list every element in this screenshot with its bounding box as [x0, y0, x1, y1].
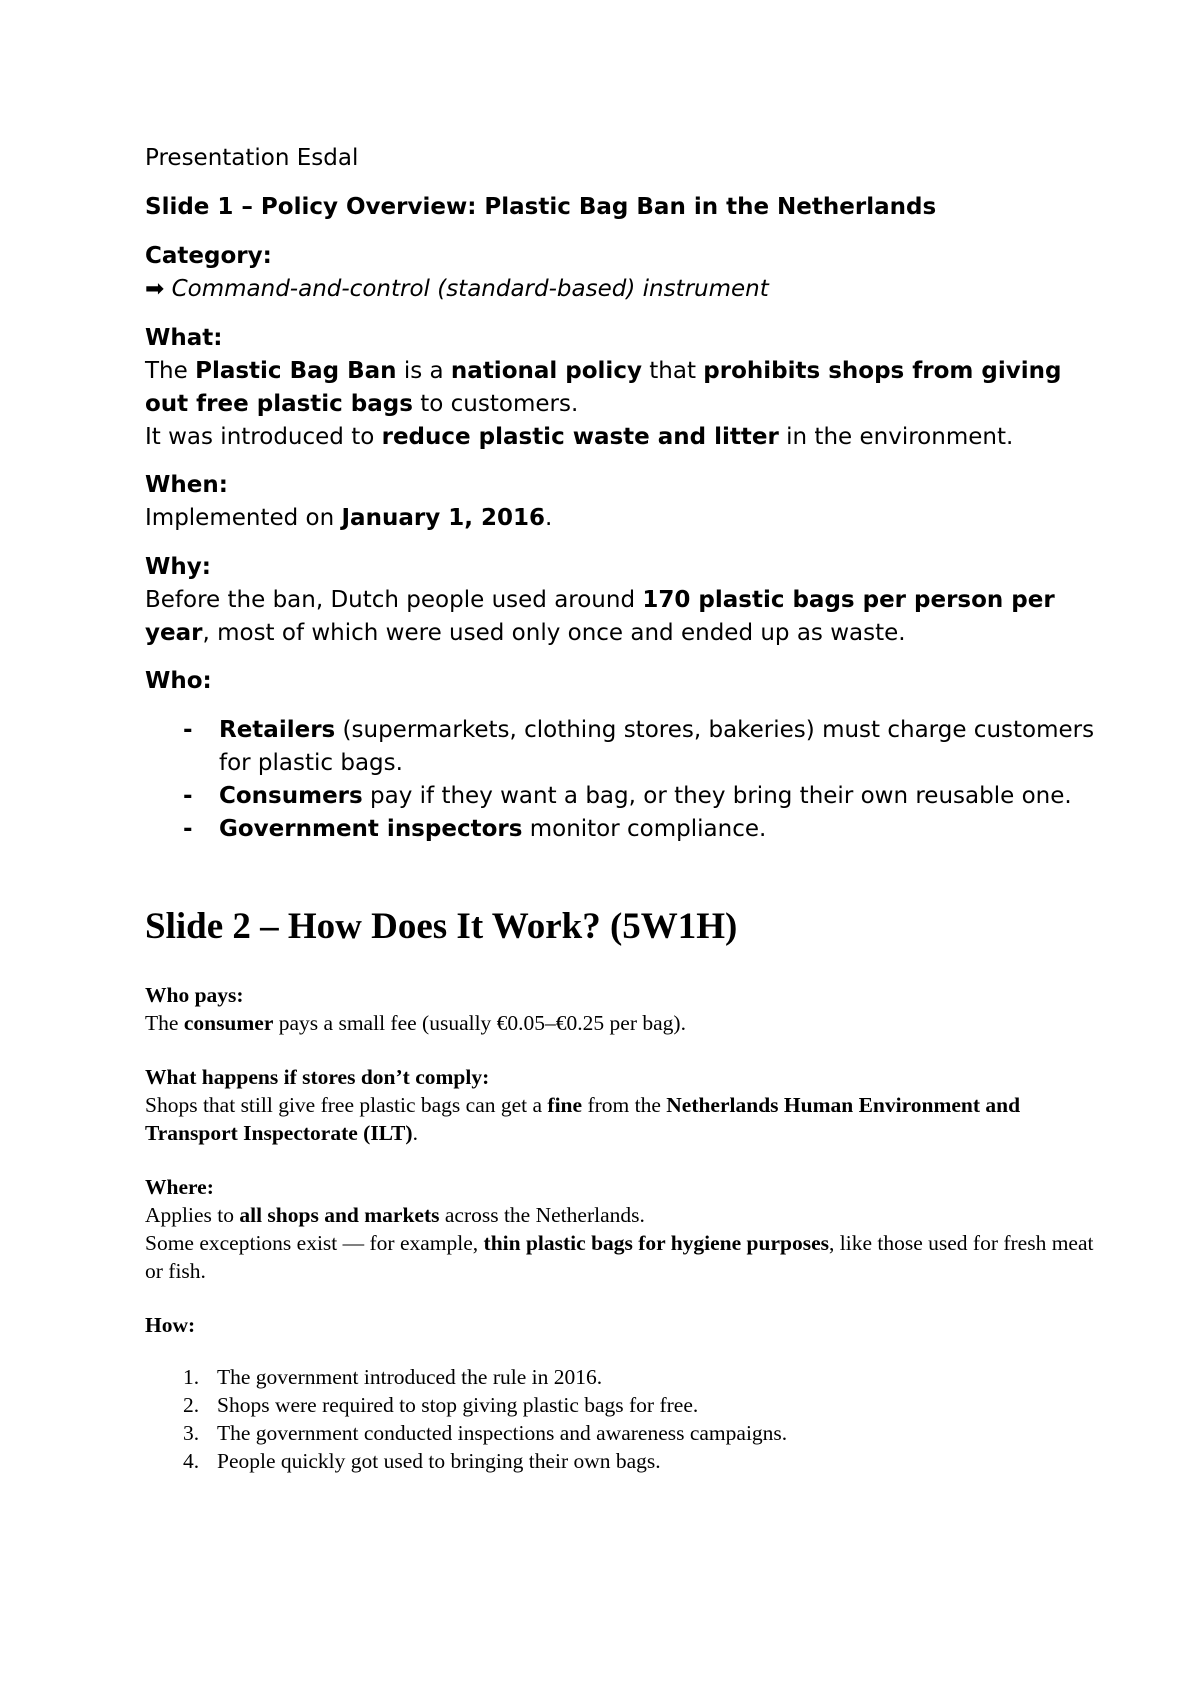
what-bold-2: national policy [450, 358, 642, 384]
comply-bold-1: fine [547, 1093, 583, 1117]
when-date: January 1, 2016 [341, 505, 545, 531]
arrow-right-icon: ➡ [145, 276, 165, 302]
dash-bullet: - [183, 816, 193, 842]
where-paragraph-2 [145, 1229, 1095, 1285]
category-value: Command-and-control (standard-based) instrument [171, 276, 769, 302]
why-label: Why: [145, 554, 211, 580]
comply-text-3: . [412, 1121, 418, 1145]
list-number: 1. [183, 1365, 200, 1389]
list-number: 4. [183, 1449, 200, 1473]
list-item [145, 1419, 1095, 1447]
why-section [145, 551, 1095, 650]
slide2-title: Slide 2 – How Does It Work? (5W1H) [145, 906, 738, 947]
what-section [145, 322, 1095, 454]
who-pays-label: Who pays: [145, 983, 244, 1007]
list-item [145, 813, 1095, 846]
why-bold-1: 170 plastic bags per person per year [145, 587, 1055, 646]
category-label: Category: [145, 243, 272, 269]
category-section [145, 240, 1095, 306]
what-text-5: It was introduced to [145, 424, 382, 450]
who-pays-bold: consumer [183, 1011, 274, 1035]
what-paragraph-2 [145, 421, 1095, 454]
what-bold-4: reduce plastic waste and litter [381, 424, 779, 450]
where-text-1: Applies to [145, 1203, 240, 1227]
how-list [145, 1363, 1095, 1475]
why-paragraph [145, 584, 1095, 650]
list-item-text: People quickly got used to bringing their own bags. [217, 1449, 661, 1473]
who-item-bold: Consumers [219, 783, 363, 809]
list-item [145, 1391, 1095, 1419]
document-title: Presentation Esdal [145, 145, 359, 171]
where-text-3: Some exceptions exist — for example, [145, 1231, 484, 1255]
who-pays-paragraph [145, 1009, 1095, 1037]
what-bold-3: prohibits shops from giving out free plastic bags [145, 358, 1062, 417]
list-item-text: The government introduced the rule in 2016. [217, 1365, 603, 1389]
comply-bold-2: Netherlands Human Environment and Transport Inspectorate (ILT) [145, 1093, 1021, 1145]
dash-bullet: - [183, 783, 193, 809]
where-bold-2: thin plastic bags for hygiene purposes [483, 1231, 829, 1255]
what-bold-1: Plastic Bag Ban [195, 358, 397, 384]
comply-text-1: Shops that still give free plastic bags can get a [145, 1093, 548, 1117]
where-text-4: , like those used for fresh meat or fish. [145, 1231, 1094, 1283]
who-item-bold: Retailers [219, 717, 336, 743]
comply-text-2: from the [582, 1093, 667, 1117]
why-text-1: Before the ban, Dutch people used around [145, 587, 643, 613]
when-text-1: Implemented on [145, 505, 342, 531]
who-item-bold: Government inspectors [219, 816, 523, 842]
list-item-text: Shops were required to stop giving plastic bags for free. [217, 1393, 699, 1417]
who-list [145, 714, 1095, 846]
who-item-text: pay if they want a bag, or they bring their own reusable one. [362, 783, 1072, 809]
who-pays-section [145, 981, 1095, 1037]
list-item [145, 714, 1095, 780]
why-text-2: , most of which were used only once and ended up as waste. [202, 620, 906, 646]
list-item [145, 780, 1095, 813]
comply-section [145, 1063, 1095, 1147]
when-section [145, 469, 1095, 535]
what-text-3: that [641, 358, 704, 384]
slide1-title: Slide 1 – Policy Overview: Plastic Bag Ban in the Netherlands [145, 194, 937, 220]
dash-bullet: - [183, 717, 193, 743]
list-item-text: The government conducted inspections and awareness campaigns. [217, 1421, 788, 1445]
what-text-2: is a [396, 358, 451, 384]
list-item [145, 1447, 1095, 1475]
category-value-line [145, 273, 1095, 306]
how-section [145, 1311, 1095, 1475]
what-text-1: The [145, 358, 196, 384]
list-number: 3. [183, 1421, 200, 1445]
list-number: 2. [183, 1393, 200, 1417]
comply-paragraph [145, 1091, 1095, 1147]
when-paragraph [145, 502, 1095, 535]
what-paragraph [145, 355, 1095, 421]
what-text-4: to customers. [412, 391, 579, 417]
where-text-2: across the Netherlands. [439, 1203, 645, 1227]
how-label: How: [145, 1313, 196, 1337]
who-pays-text-2: pays a small fee (usually €0.05–€0.25 per bag). [273, 1011, 686, 1035]
when-label: When: [145, 472, 228, 498]
where-label: Where: [145, 1175, 214, 1199]
what-label: What: [145, 325, 223, 351]
where-paragraph [145, 1201, 1095, 1229]
when-text-2: . [544, 505, 553, 531]
comply-label: What happens if stores don’t comply: [145, 1065, 490, 1089]
what-text-6: in the environment. [778, 424, 1014, 450]
list-item [145, 1363, 1095, 1391]
who-section [145, 665, 1095, 846]
who-item-text: monitor compliance. [522, 816, 767, 842]
who-label: Who: [145, 668, 212, 694]
who-pays-text-1: The [145, 1011, 184, 1035]
where-bold-1: all shops and markets [239, 1203, 440, 1227]
who-item-text: (supermarkets, clothing stores, bakeries) must charge customers for plastic bags. [219, 717, 1095, 776]
where-section [145, 1173, 1095, 1285]
